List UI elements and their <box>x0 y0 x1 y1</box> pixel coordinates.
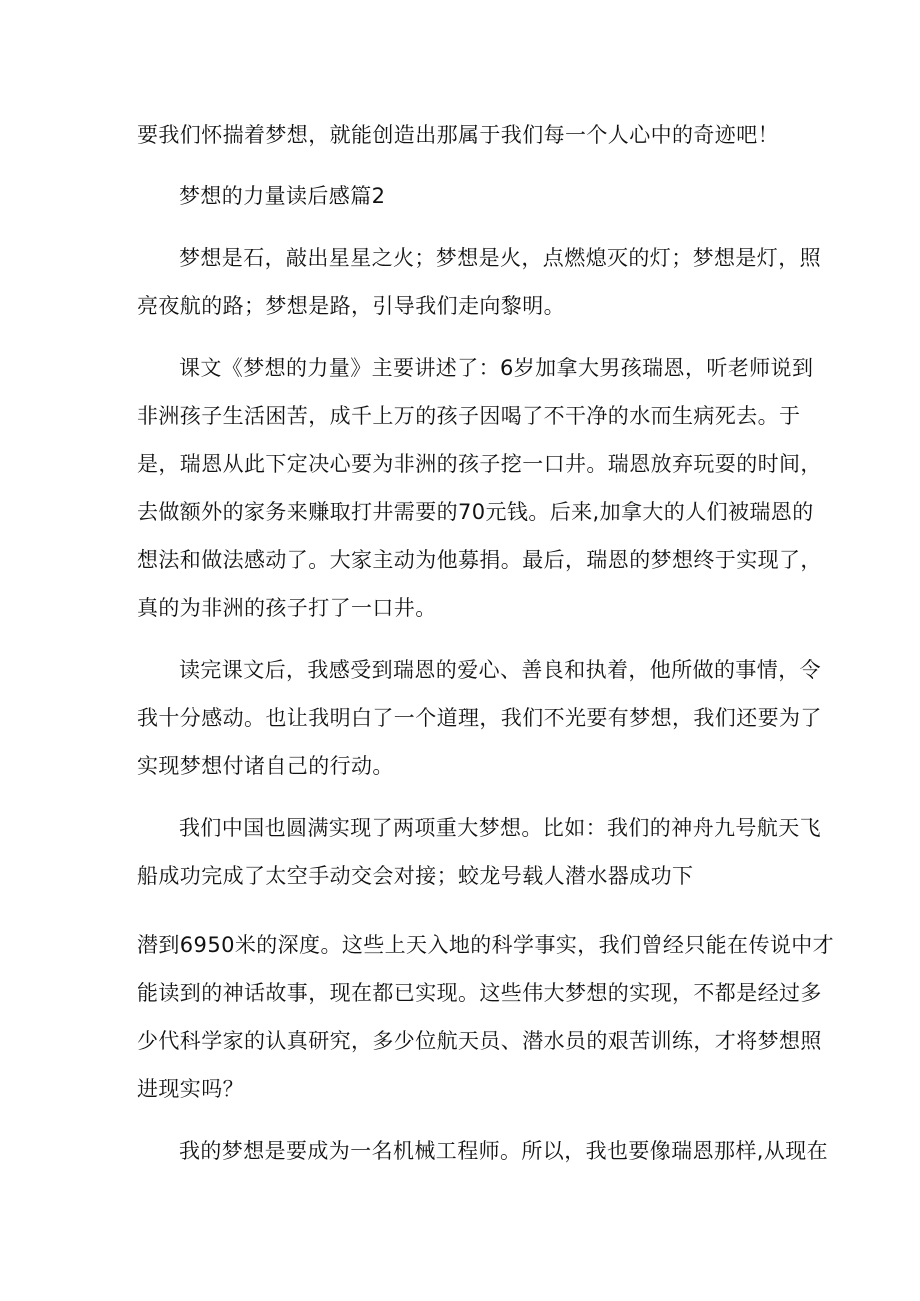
text-line-9: 想法和做法感动了。大家主动为他募捐。最后，瑞恩的梦想终于实现了， <box>137 548 822 572</box>
text-line-18: 少代科学家的认真研究，多少位航天员、潜水员的艰苦训练，才将梦想照 <box>137 1029 822 1053</box>
text-line-1: 要我们怀揣着梦想，就能创造出那属于我们每一个人心中的奇迹吧！ <box>137 123 779 147</box>
text-line-11: 读完课文后，我感受到瑞恩的爱心、善良和执着，他所做的事情，令 <box>179 658 821 682</box>
section-heading: 梦想的力量读后感篇2 <box>179 184 386 208</box>
text-line-6: 非洲孩子生活困苦，成千上万的孩子因喝了不干净的水而生病死去。于 <box>137 404 801 428</box>
text-line-20: 我的梦想是要成为一名机械工程师。所以，我也要像瑞恩那样,从现在 <box>179 1139 829 1163</box>
text-line-15: 船成功完成了太空手动交会对接；蛟龙号载人潜水器成功下 <box>137 864 694 888</box>
text-line-12: 我十分感动。也让我明白了一个道理，我们不光要有梦想，我们还要为了 <box>137 706 822 730</box>
text-line-17: 能读到的神话故事，现在都已实现。这些伟大梦想的实现，不都是经过多 <box>137 981 822 1005</box>
text-line-16: 潜到6950米的深度。这些上天入地的科学事实，我们曾经只能在传说中才 <box>137 933 835 957</box>
text-line-7: 是，瑞恩从此下定决心要为非洲的孩子挖一口井。瑞恩放弃玩耍的时间， <box>137 452 822 476</box>
text-line-4: 亮夜航的路；梦想是路，引导我们走向黎明。 <box>137 294 565 318</box>
text-line-10: 真的为非洲的孩子打了一口井。 <box>137 596 437 620</box>
text-line-13: 实现梦想付诸自己的行动。 <box>137 754 394 778</box>
text-line-14: 我们中国也圆满实现了两项重大梦想。比如：我们的神舟九号航天飞 <box>179 816 821 840</box>
text-line-5: 课文《梦想的力量》主要讲述了：6岁加拿大男孩瑞恩，听老师说到 <box>179 356 814 380</box>
text-line-19: 进现实吗？ <box>137 1077 244 1101</box>
text-line-8: 去做额外的家务来赚取打井需要的70元钱。后来,加拿大的人们被瑞恩的 <box>137 500 814 524</box>
text-line-3: 梦想是石，敲出星星之火；梦想是火，点燃熄灭的灯；梦想是灯，照 <box>179 246 821 270</box>
